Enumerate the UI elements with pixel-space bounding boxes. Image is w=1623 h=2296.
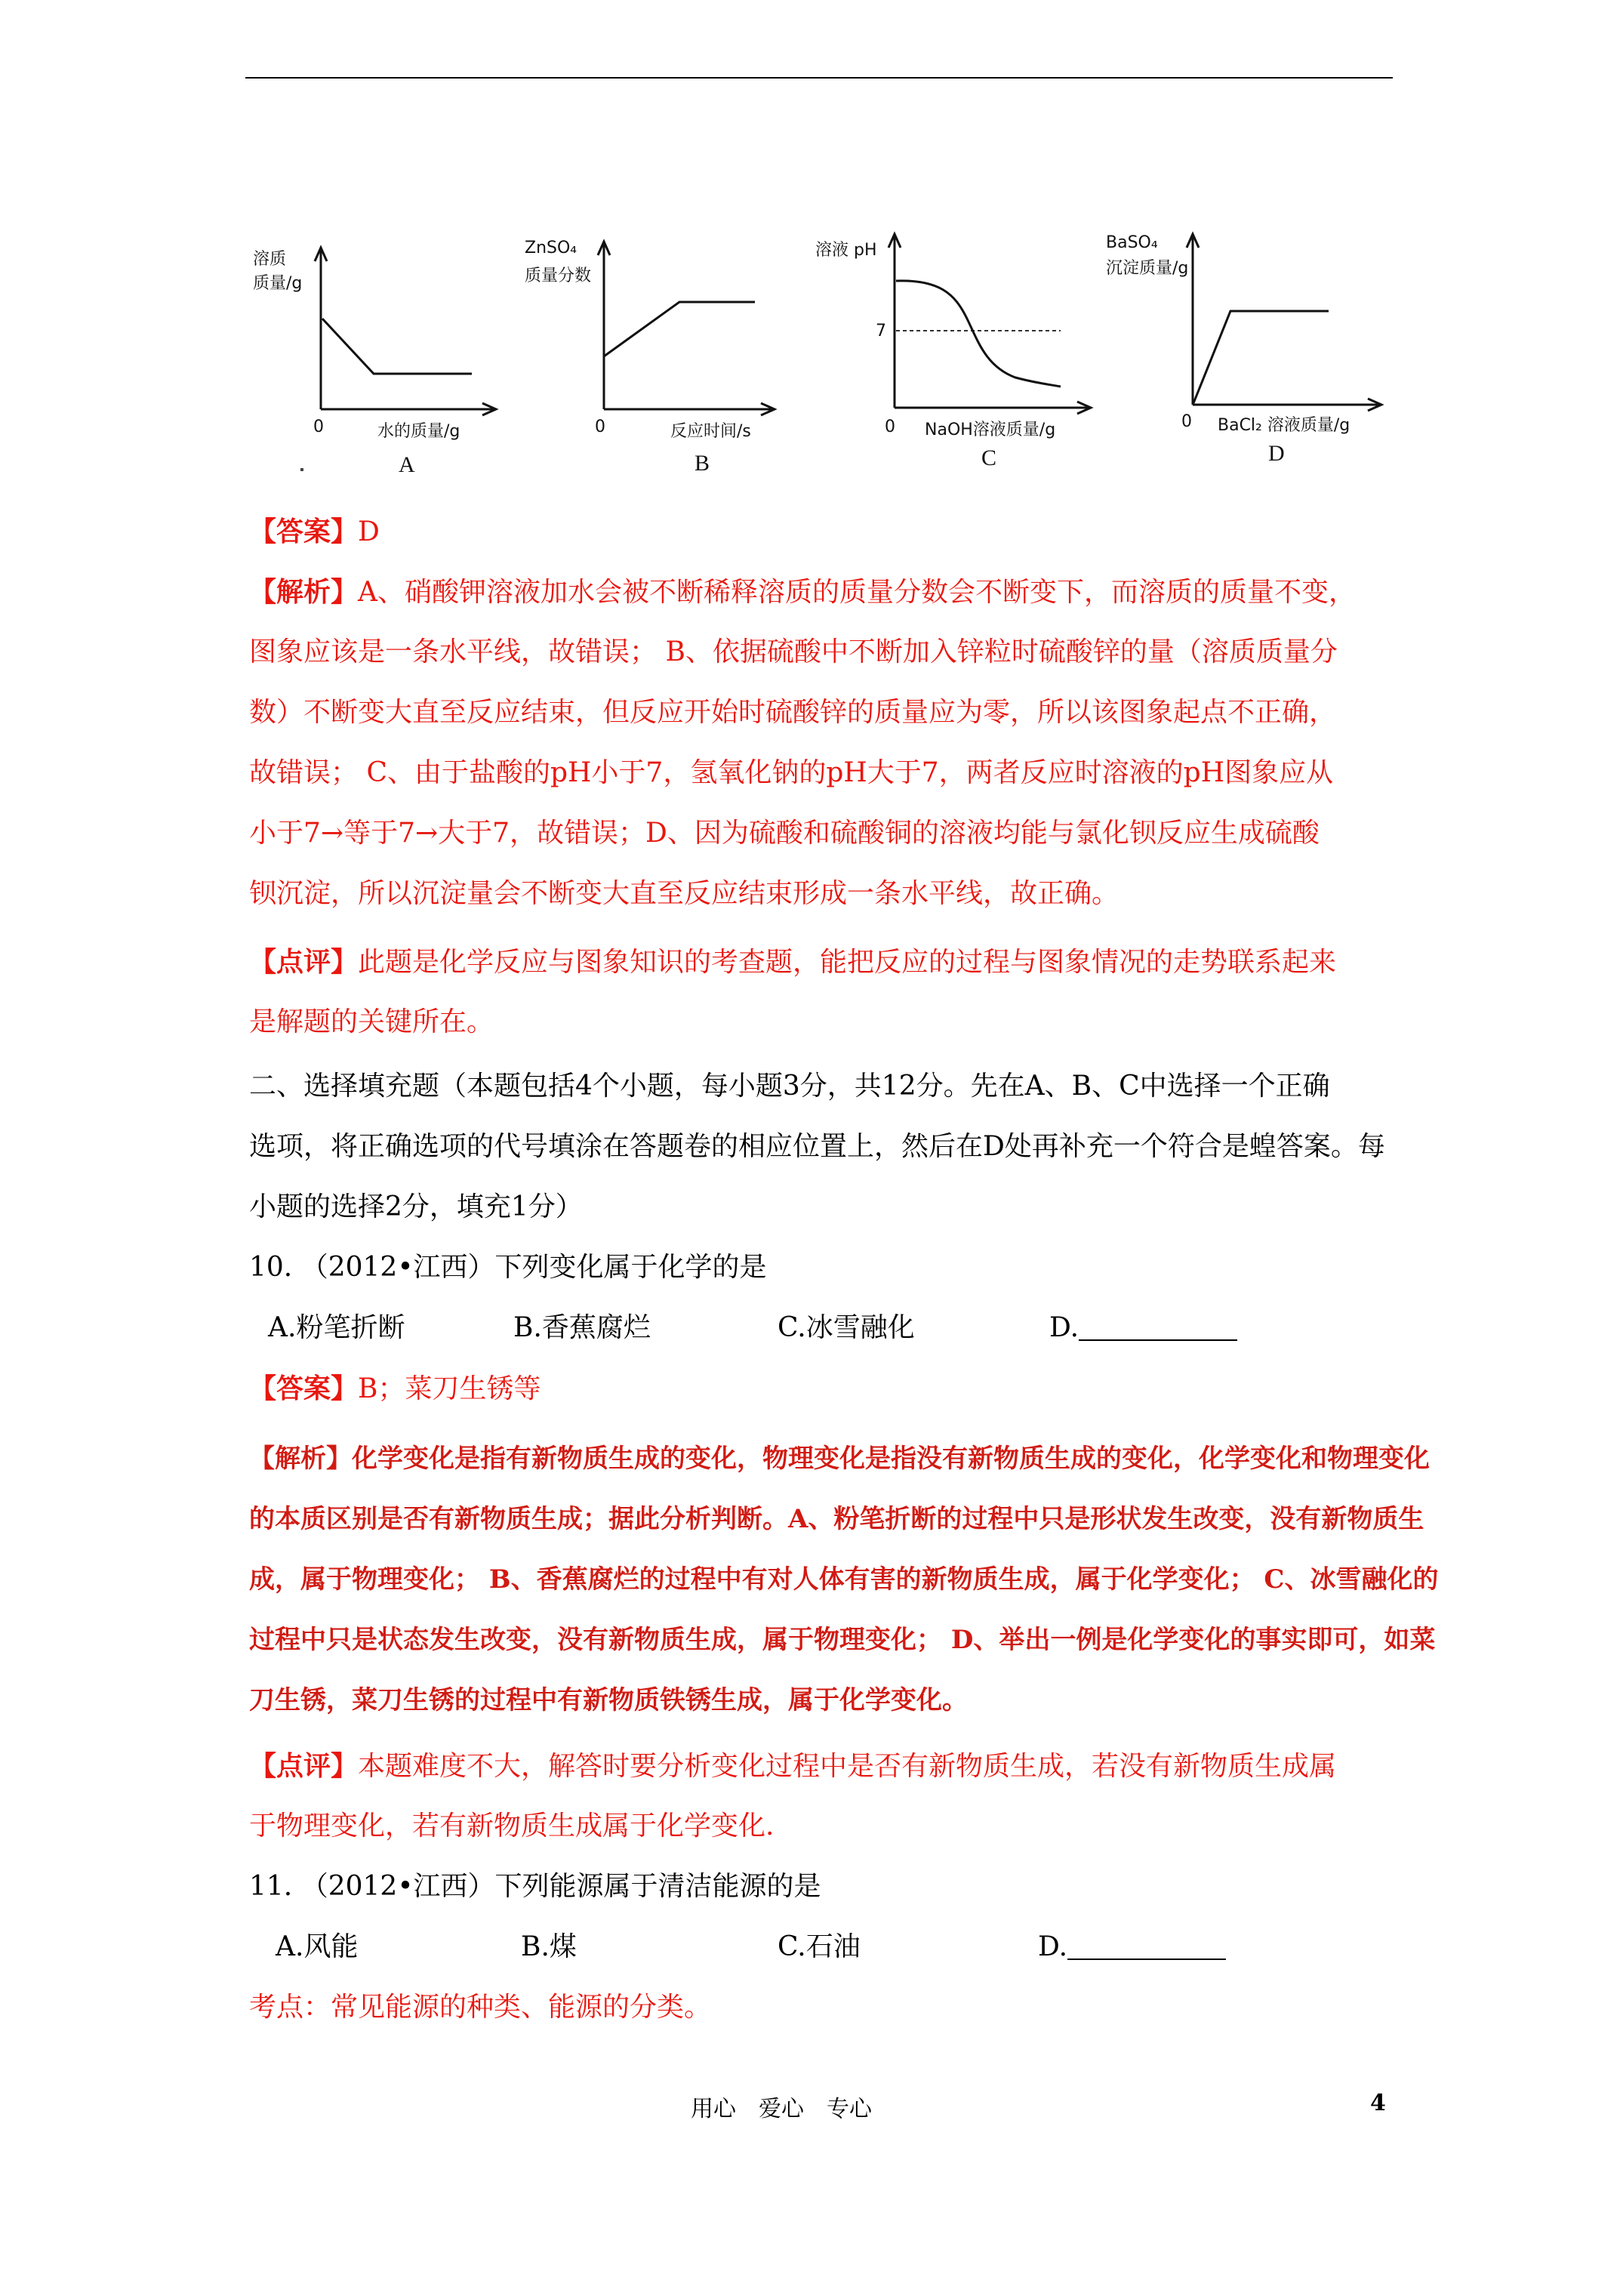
q10-analysis-line-2: 的本质区别是否有新物质生成；据此分析判断。A、粉笔折断的过程中只是形状发生改变，没有新物质生	[249, 1504, 1424, 1534]
caption-a: A	[399, 452, 415, 477]
q9-analysis-line-4: 故错误； C、由于盐酸的pH小于7，氢氧化钠的pH大于7，两者反应时溶液的pH图象应从	[249, 757, 1334, 788]
figure-a	[253, 227, 502, 479]
q10-option-d	[1049, 1310, 1237, 1346]
section2-line-3: 小题的选择2分，填充1分）	[249, 1191, 583, 1222]
figure-d	[1098, 227, 1385, 479]
q11-option-b: B.煤	[521, 1931, 577, 1962]
q10-analysis-tag: 【解析】	[249, 1444, 352, 1474]
q11-blank[interactable]	[1067, 1931, 1226, 1960]
page-number: 4	[1370, 2090, 1386, 2116]
q9-analysis-line-2: 图象应该是一条水平线，故错误； B、依据硫酸中不断加入锌粒时硫酸锌的量（溶质质量分	[249, 636, 1338, 667]
q9-answer-tag: 【答案】	[249, 516, 359, 547]
q9-comment-line-2: 是解题的关键所在。	[249, 1006, 494, 1037]
q10-option-c: C.冰雪融化	[778, 1312, 915, 1343]
q9-answer-value: D	[358, 516, 380, 547]
q10-answer-tag: 【答案】	[249, 1373, 359, 1404]
caption-c: C	[981, 445, 997, 470]
q10-option-a: A.粉笔折断	[268, 1312, 405, 1343]
ylabel-d-2: 沉淀质量/g	[1106, 259, 1189, 278]
q11-option-d-label: D.	[1038, 1931, 1068, 1962]
q9-comment-text-1: 此题是化学反应与图象知识的考查题，能把反应的过程与图象情况的走势联系起来	[358, 947, 1337, 978]
origin-d: 0	[1181, 412, 1192, 431]
q9-comment-tag: 【点评】	[249, 946, 359, 978]
origin-a: 0	[313, 418, 324, 436]
xlabel-a: 水的质量/g	[377, 422, 460, 441]
q11-option-c: C.石油	[778, 1931, 861, 1962]
q10-answer	[249, 1370, 540, 1407]
ylabel-a-2: 质量/g	[253, 274, 303, 293]
footer-motto: 用心 爱心 专心	[691, 2096, 872, 2122]
q10-answer-value: B；菜刀生锈等	[358, 1373, 541, 1404]
q10-analysis-line-1	[249, 1441, 1430, 1477]
section2-line-2: 选项，将正确选项的代号填涂在答题卷的相应位置上，然后在D处再补充一个符合是蝗答案。每	[249, 1131, 1385, 1162]
ylabel-b-1: ZnSO₄	[525, 239, 577, 257]
ylabel-b-2: 质量分数	[525, 267, 592, 285]
origin-b: 0	[595, 418, 605, 436]
q10-blank[interactable]	[1079, 1312, 1237, 1341]
q10-analysis-line-3: 成，属于物理变化； B、香蕉腐烂的过程中有对人体有害的新物质生成，属于化学变化； C、冰雪融化的	[249, 1564, 1439, 1595]
figure-c	[812, 227, 1098, 479]
xlabel-c: NaOH溶液质量/g	[925, 421, 1056, 439]
q9-analysis-line-5: 小于7→等于7→大于7，故错误；D、因为硫酸和硫酸铜的溶液均能与氯化钡反应生成硫酸	[249, 818, 1320, 849]
q9-comment-line-1	[249, 944, 1336, 981]
header-rule	[245, 77, 1393, 79]
q10-comment-tag: 【点评】	[249, 1750, 359, 1782]
xlabel-b: 反应时间/s	[670, 422, 751, 441]
caption-b: B	[694, 451, 710, 476]
section2-line-1: 二、选择填充题（本题包括4个小题，每小题3分，共12分。先在A、B、C中选择一个正确	[249, 1071, 1330, 1102]
q10-analysis-text-1: 化学变化是指有新物质生成的变化，物理变化是指没有新物质生成的变化，化学变化和物理变化	[352, 1444, 1430, 1474]
q9-analysis-text-1: A、硝酸钾溶液加水会被不断稀释溶质的质量分数会不断变下，而溶质的质量不变，	[358, 577, 1357, 608]
ylabel-d-1: BaSO₄	[1106, 233, 1158, 252]
origin-c: 0	[885, 418, 895, 436]
q10-comment-line-2: 于物理变化，若有新物质生成属于化学变化.	[249, 1811, 775, 1841]
caption-d: D	[1268, 441, 1285, 466]
q11-option-a: A.风能	[276, 1931, 359, 1962]
q9-analysis-line-3: 数）不断变大直至反应结束，但反应开始时硫酸锌的质量应为零，所以该图象起点不正确，	[249, 697, 1337, 728]
q10-analysis-line-5: 刀生锈，菜刀生锈的过程中有新物质铁锈生成，属于化学变化。	[249, 1685, 968, 1715]
q9-analysis-tag: 【解析】	[249, 576, 359, 608]
q10-comment-text-1: 本题难度不大，解答时要分析变化过程中是否有新物质生成，若没有新物质生成属	[358, 1751, 1337, 1782]
q10-stem: 10. （2012•江西）下列变化属于化学的是	[249, 1252, 767, 1283]
xlabel-d: BaCl₂ 溶液质量/g	[1218, 416, 1350, 435]
scan-speck	[300, 468, 303, 471]
q9-analysis-line-6: 钡沉淀，所以沉淀量会不断变大直至反应结束形成一条水平线，故正确。	[249, 878, 1119, 909]
figure-b	[521, 227, 778, 479]
q11-stem: 11. （2012•江西）下列能源属于清洁能源的是	[249, 1871, 821, 1902]
q9-answer	[249, 513, 380, 550]
q10-option-b: B.香蕉腐烂	[513, 1312, 651, 1343]
q11-option-d	[1038, 1929, 1226, 1965]
q11-kaodian: 考点：常见能源的种类、能源的分类。	[249, 1992, 712, 2023]
q10-option-d-label: D.	[1049, 1312, 1079, 1343]
tick-c-7: 7	[876, 322, 886, 341]
ylabel-c-1: 溶液 pH	[815, 241, 877, 260]
q10-analysis-line-4: 过程中只是状态发生改变，没有新物质生成，属于物理变化； D、举出一例是化学变化的事实即可，如菜	[249, 1625, 1436, 1655]
ylabel-a-1: 溶质	[253, 250, 287, 269]
q10-comment-line-1	[249, 1748, 1336, 1785]
q9-analysis-line-1	[249, 574, 1356, 611]
